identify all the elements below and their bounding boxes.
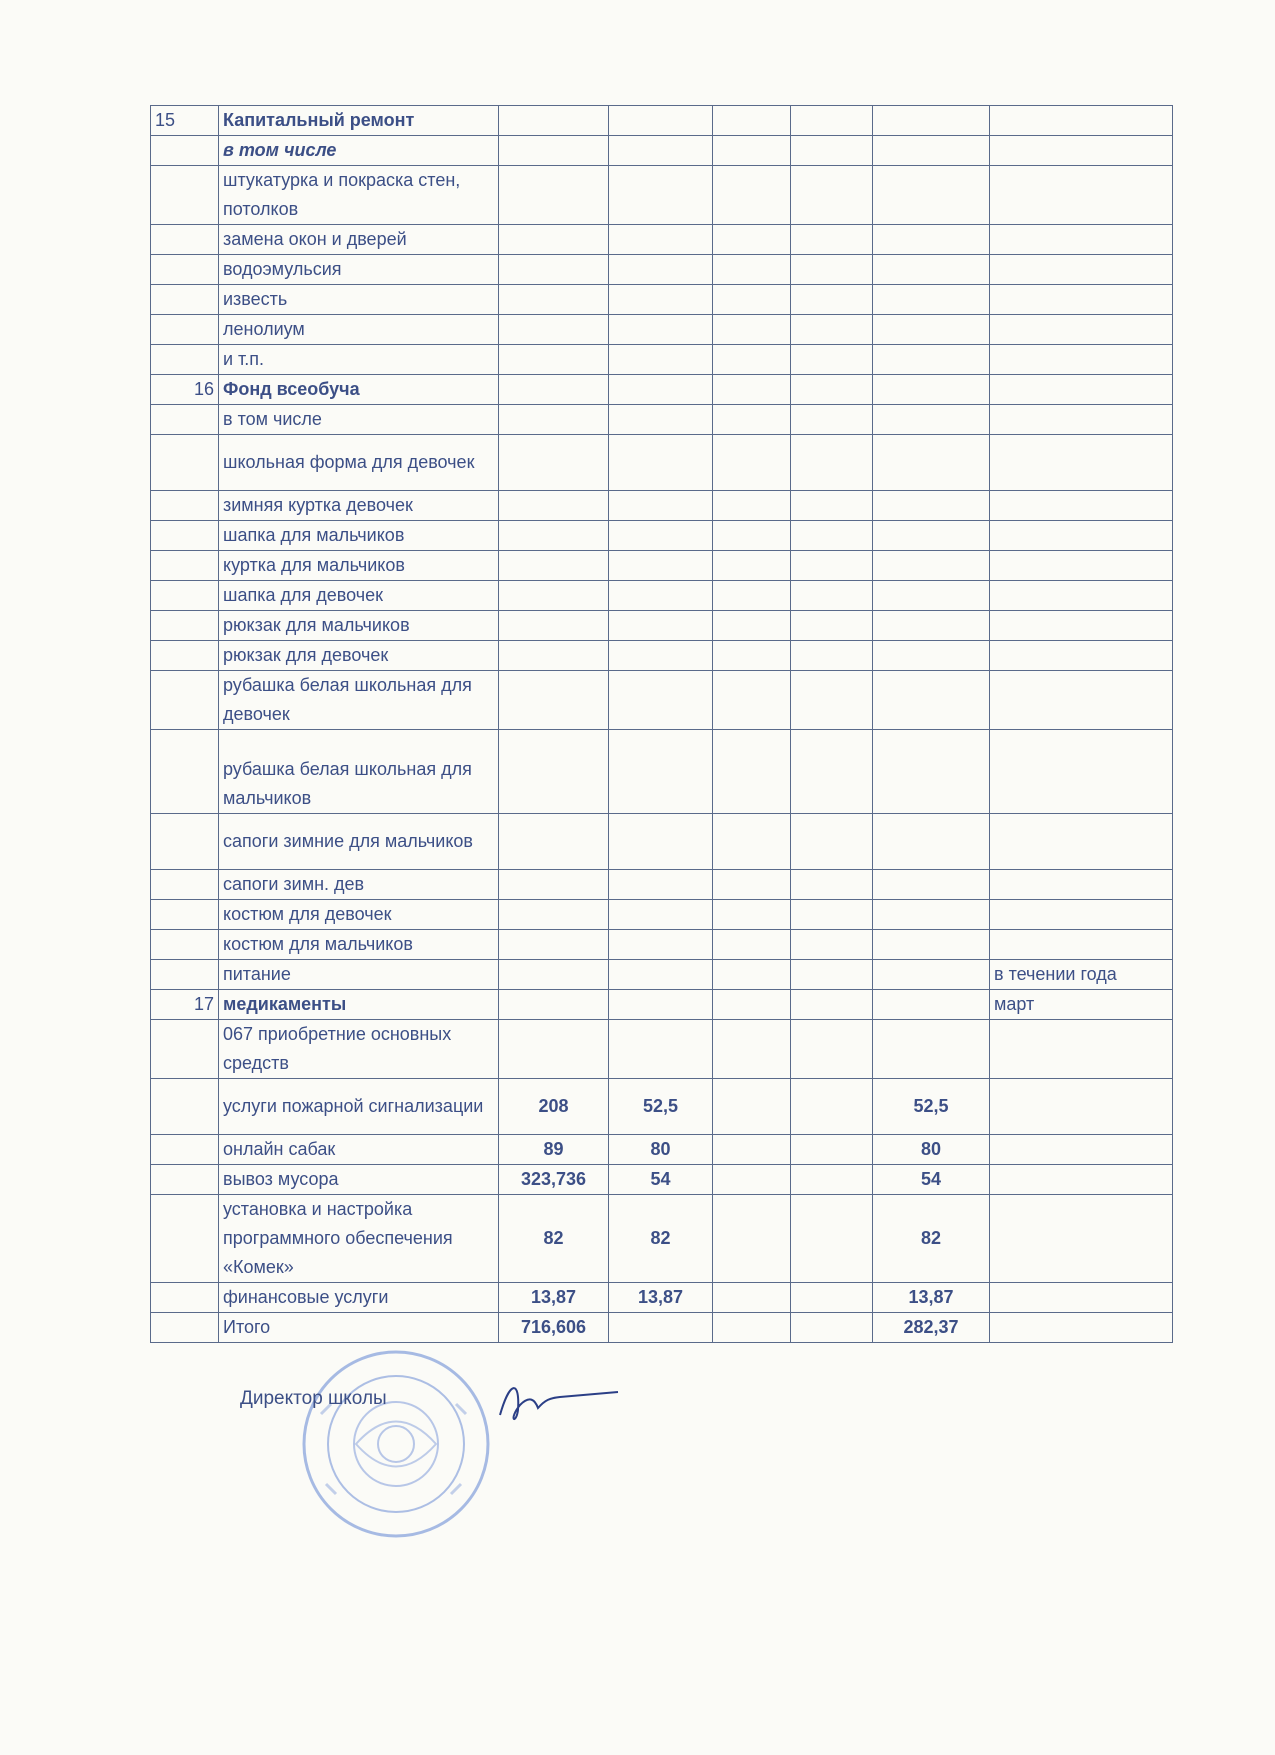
value-cell — [499, 581, 609, 611]
value-cell — [499, 641, 609, 671]
value-cell — [609, 405, 713, 435]
value-cell — [609, 671, 713, 730]
value-cell — [791, 1020, 873, 1079]
value-cell — [791, 166, 873, 225]
value-cell — [499, 375, 609, 405]
value-cell — [609, 900, 713, 930]
row-name: куртка для мальчиков — [219, 551, 499, 581]
value-cell — [873, 435, 990, 491]
note-cell — [990, 106, 1173, 136]
value-cell: 82 — [499, 1195, 609, 1283]
value-cell: 13,87 — [873, 1283, 990, 1313]
value-cell — [499, 870, 609, 900]
value-cell — [791, 730, 873, 814]
row-name: медикаменты — [219, 990, 499, 1020]
value-cell — [713, 285, 791, 315]
value-cell — [609, 1020, 713, 1079]
row-number — [151, 1020, 219, 1079]
table-row — [151, 551, 1173, 581]
row-name: установка и настройка программного обеспечения «Комек» — [219, 1195, 499, 1283]
value-cell — [873, 1020, 990, 1079]
row-name: рубашка белая школьная для девочек — [219, 671, 499, 730]
row-number — [151, 491, 219, 521]
value-cell — [791, 814, 873, 870]
value-cell — [499, 136, 609, 166]
row-name: сапоги зимн. дев — [219, 870, 499, 900]
table-row — [151, 990, 1173, 1020]
row-number — [151, 611, 219, 641]
value-cell: 54 — [873, 1165, 990, 1195]
value-cell — [713, 1079, 791, 1135]
row-number — [151, 671, 219, 730]
row-name: вывоз мусора — [219, 1165, 499, 1195]
row-name: костюм для девочек — [219, 900, 499, 930]
value-cell: 13,87 — [499, 1283, 609, 1313]
value-cell — [713, 581, 791, 611]
table-row — [151, 285, 1173, 315]
note-cell — [990, 1313, 1173, 1343]
row-number: 15 — [151, 106, 219, 136]
row-number — [151, 1195, 219, 1283]
row-number — [151, 1165, 219, 1195]
value-cell — [609, 581, 713, 611]
value-cell — [791, 375, 873, 405]
row-name: Капитальный ремонт — [219, 106, 499, 136]
value-cell — [791, 345, 873, 375]
value-cell — [791, 521, 873, 551]
row-name: и т.п. — [219, 345, 499, 375]
value-cell — [791, 136, 873, 166]
value-cell — [499, 315, 609, 345]
row-name: известь — [219, 285, 499, 315]
value-cell — [873, 345, 990, 375]
value-cell — [713, 1165, 791, 1195]
director-signature — [490, 1370, 620, 1430]
value-cell — [791, 641, 873, 671]
value-cell — [609, 345, 713, 375]
value-cell — [873, 491, 990, 521]
note-cell — [990, 136, 1173, 166]
value-cell — [791, 1283, 873, 1313]
row-number: 16 — [151, 375, 219, 405]
value-cell — [873, 106, 990, 136]
row-number: 17 — [151, 990, 219, 1020]
value-cell: 82 — [609, 1195, 713, 1283]
value-cell: 208 — [499, 1079, 609, 1135]
row-name: услуги пожарной сигнализации — [219, 1079, 499, 1135]
note-cell — [990, 1283, 1173, 1313]
row-number — [151, 315, 219, 345]
value-cell — [791, 255, 873, 285]
note-cell — [990, 255, 1173, 285]
note-cell — [990, 1135, 1173, 1165]
row-name: Фонд всеобуча — [219, 375, 499, 405]
value-cell — [873, 814, 990, 870]
table-row — [151, 1165, 1173, 1195]
official-seal — [296, 1344, 496, 1544]
value-cell — [791, 491, 873, 521]
value-cell — [609, 641, 713, 671]
row-name: сапоги зимние для мальчиков — [219, 814, 499, 870]
value-cell — [791, 225, 873, 255]
value-cell — [609, 1313, 713, 1343]
note-cell — [990, 375, 1173, 405]
value-cell — [791, 930, 873, 960]
table-row — [151, 1313, 1173, 1343]
value-cell — [791, 671, 873, 730]
value-cell — [499, 990, 609, 1020]
value-cell — [791, 435, 873, 491]
value-cell — [873, 166, 990, 225]
row-name: шапка для мальчиков — [219, 521, 499, 551]
table-row — [151, 405, 1173, 435]
value-cell — [499, 611, 609, 641]
value-cell: 323,736 — [499, 1165, 609, 1195]
value-cell — [609, 611, 713, 641]
value-cell — [873, 930, 990, 960]
note-cell — [990, 405, 1173, 435]
value-cell — [713, 106, 791, 136]
table-row — [151, 375, 1173, 405]
value-cell — [609, 990, 713, 1020]
row-number — [151, 870, 219, 900]
note-cell — [990, 521, 1173, 551]
value-cell — [609, 870, 713, 900]
note-cell — [990, 900, 1173, 930]
value-cell — [873, 611, 990, 641]
row-number — [151, 900, 219, 930]
value-cell — [791, 1079, 873, 1135]
note-cell — [990, 730, 1173, 814]
value-cell — [873, 521, 990, 551]
value-cell — [873, 581, 990, 611]
value-cell — [499, 405, 609, 435]
table-row — [151, 641, 1173, 671]
row-number — [151, 136, 219, 166]
value-cell — [713, 990, 791, 1020]
row-name: онлайн сабак — [219, 1135, 499, 1165]
value-cell — [791, 990, 873, 1020]
note-cell — [990, 1165, 1173, 1195]
note-cell — [990, 641, 1173, 671]
value-cell — [499, 730, 609, 814]
value-cell — [791, 106, 873, 136]
value-cell: 80 — [609, 1135, 713, 1165]
row-number — [151, 960, 219, 990]
table-row — [151, 1195, 1173, 1283]
value-cell — [713, 930, 791, 960]
row-number — [151, 225, 219, 255]
value-cell — [873, 900, 990, 930]
value-cell — [713, 521, 791, 551]
table-row — [151, 521, 1173, 551]
value-cell — [713, 870, 791, 900]
value-cell — [499, 521, 609, 551]
note-cell — [990, 930, 1173, 960]
value-cell — [713, 225, 791, 255]
row-number — [151, 435, 219, 491]
row-name: Итого — [219, 1313, 499, 1343]
row-name: финансовые услуги — [219, 1283, 499, 1313]
value-cell — [873, 375, 990, 405]
row-number — [151, 930, 219, 960]
value-cell — [609, 930, 713, 960]
value-cell — [713, 136, 791, 166]
value-cell — [499, 285, 609, 315]
value-cell — [873, 870, 990, 900]
value-cell — [791, 1165, 873, 1195]
value-cell — [499, 225, 609, 255]
value-cell — [791, 285, 873, 315]
row-name: шапка для девочек — [219, 581, 499, 611]
value-cell — [499, 960, 609, 990]
table-row — [151, 1135, 1173, 1165]
value-cell — [791, 1195, 873, 1283]
value-cell — [713, 960, 791, 990]
row-name: штукатурка и покраска стен, потолков — [219, 166, 499, 225]
value-cell — [609, 551, 713, 581]
row-number — [151, 551, 219, 581]
value-cell — [499, 166, 609, 225]
note-cell — [990, 1079, 1173, 1135]
value-cell — [713, 345, 791, 375]
table-row — [151, 671, 1173, 730]
value-cell — [609, 521, 713, 551]
value-cell — [609, 225, 713, 255]
note-cell: март — [990, 990, 1173, 1020]
value-cell — [499, 814, 609, 870]
value-cell: 52,5 — [609, 1079, 713, 1135]
note-cell — [990, 814, 1173, 870]
row-name: в том числе — [219, 136, 499, 166]
row-number — [151, 285, 219, 315]
value-cell — [713, 435, 791, 491]
value-cell — [713, 255, 791, 285]
value-cell — [713, 671, 791, 730]
table-row — [151, 581, 1173, 611]
value-cell — [609, 166, 713, 225]
value-cell — [713, 1020, 791, 1079]
value-cell — [713, 1283, 791, 1313]
budget-table — [150, 105, 1173, 1343]
value-cell — [609, 730, 713, 814]
value-cell — [609, 960, 713, 990]
value-cell — [873, 315, 990, 345]
note-cell — [990, 166, 1173, 225]
note-cell — [990, 491, 1173, 521]
value-cell — [499, 106, 609, 136]
table-row — [151, 106, 1173, 136]
row-name: ленолиум — [219, 315, 499, 345]
value-cell — [609, 375, 713, 405]
value-cell: 13,87 — [609, 1283, 713, 1313]
value-cell: 54 — [609, 1165, 713, 1195]
value-cell — [609, 285, 713, 315]
row-name: водоэмульсия — [219, 255, 499, 285]
value-cell — [791, 960, 873, 990]
value-cell — [713, 641, 791, 671]
row-number — [151, 521, 219, 551]
value-cell — [791, 1135, 873, 1165]
table-row — [151, 435, 1173, 491]
value-cell — [713, 730, 791, 814]
value-cell — [499, 345, 609, 375]
row-name: школьная форма для девочек — [219, 435, 499, 491]
value-cell — [499, 930, 609, 960]
row-number — [151, 1313, 219, 1343]
note-cell — [990, 285, 1173, 315]
row-number — [151, 1135, 219, 1165]
row-number — [151, 345, 219, 375]
value-cell: 89 — [499, 1135, 609, 1165]
value-cell — [791, 1313, 873, 1343]
value-cell — [499, 491, 609, 521]
value-cell — [609, 106, 713, 136]
value-cell — [713, 491, 791, 521]
value-cell — [609, 315, 713, 345]
row-name: костюм для мальчиков — [219, 930, 499, 960]
note-cell — [990, 315, 1173, 345]
note-cell — [990, 581, 1173, 611]
row-number — [151, 1283, 219, 1313]
value-cell — [791, 551, 873, 581]
row-name: рубашка белая школьная для мальчиков — [219, 730, 499, 814]
table-row — [151, 1079, 1173, 1135]
value-cell — [499, 551, 609, 581]
value-cell — [499, 1020, 609, 1079]
value-cell — [609, 814, 713, 870]
note-cell — [990, 225, 1173, 255]
row-number — [151, 730, 219, 814]
value-cell — [713, 405, 791, 435]
value-cell — [873, 641, 990, 671]
value-cell — [713, 611, 791, 641]
note-cell: в течении года — [990, 960, 1173, 990]
value-cell — [713, 900, 791, 930]
value-cell — [713, 315, 791, 345]
row-number — [151, 255, 219, 285]
table-row — [151, 870, 1173, 900]
value-cell — [873, 285, 990, 315]
value-cell — [791, 870, 873, 900]
row-number — [151, 641, 219, 671]
row-name: зимняя куртка девочек — [219, 491, 499, 521]
row-number — [151, 581, 219, 611]
value-cell — [791, 405, 873, 435]
value-cell — [873, 960, 990, 990]
value-cell — [713, 1195, 791, 1283]
value-cell — [713, 814, 791, 870]
row-name: рюкзак для мальчиков — [219, 611, 499, 641]
value-cell — [873, 225, 990, 255]
row-number — [151, 166, 219, 225]
row-number — [151, 1079, 219, 1135]
row-name: 067 приобретние основных средств — [219, 1020, 499, 1079]
value-cell — [499, 435, 609, 491]
value-cell — [873, 730, 990, 814]
value-cell — [791, 900, 873, 930]
value-cell — [609, 491, 713, 521]
value-cell — [713, 1313, 791, 1343]
table-row — [151, 930, 1173, 960]
value-cell — [873, 671, 990, 730]
note-cell — [990, 345, 1173, 375]
value-cell — [499, 900, 609, 930]
value-cell — [609, 136, 713, 166]
table-row — [151, 491, 1173, 521]
value-cell — [873, 255, 990, 285]
note-cell — [990, 1020, 1173, 1079]
value-cell — [873, 990, 990, 1020]
table-row — [151, 730, 1173, 814]
value-cell: 82 — [873, 1195, 990, 1283]
note-cell — [990, 435, 1173, 491]
note-cell — [990, 551, 1173, 581]
value-cell — [499, 255, 609, 285]
value-cell — [791, 315, 873, 345]
note-cell — [990, 611, 1173, 641]
table-row — [151, 1283, 1173, 1313]
note-cell — [990, 671, 1173, 730]
table-row — [151, 960, 1173, 990]
table-row — [151, 611, 1173, 641]
value-cell — [713, 1135, 791, 1165]
value-cell — [713, 375, 791, 405]
table-row — [151, 814, 1173, 870]
row-number — [151, 405, 219, 435]
value-cell — [609, 255, 713, 285]
note-cell — [990, 870, 1173, 900]
value-cell — [791, 611, 873, 641]
table-row — [151, 315, 1173, 345]
row-name: замена окон и дверей — [219, 225, 499, 255]
table-row — [151, 136, 1173, 166]
value-cell — [713, 166, 791, 225]
value-cell — [609, 435, 713, 491]
row-number — [151, 814, 219, 870]
table-row — [151, 166, 1173, 225]
table-row — [151, 1020, 1173, 1079]
note-cell — [990, 1195, 1173, 1283]
table-row — [151, 225, 1173, 255]
table-row — [151, 900, 1173, 930]
director-label: Директор школы — [240, 1388, 387, 1409]
row-name: питание — [219, 960, 499, 990]
value-cell: 80 — [873, 1135, 990, 1165]
row-name: в том числе — [219, 405, 499, 435]
table-row — [151, 255, 1173, 285]
value-cell — [873, 136, 990, 166]
value-cell — [713, 551, 791, 581]
value-cell — [791, 581, 873, 611]
value-cell — [873, 551, 990, 581]
row-name: рюкзак для девочек — [219, 641, 499, 671]
value-cell: 716,606 — [499, 1313, 609, 1343]
value-cell: 52,5 — [873, 1079, 990, 1135]
table-row — [151, 345, 1173, 375]
value-cell — [873, 405, 990, 435]
value-cell: 282,37 — [873, 1313, 990, 1343]
value-cell — [499, 671, 609, 730]
